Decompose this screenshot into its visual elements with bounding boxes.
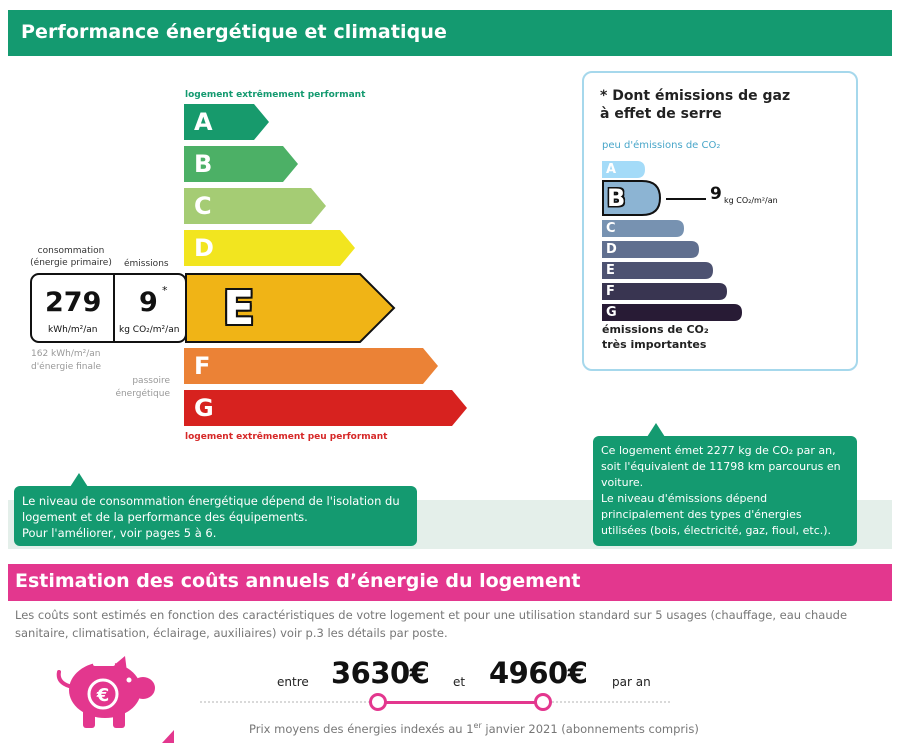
ges-class-g <box>602 304 742 321</box>
cost-word-per-year: par an <box>612 675 651 689</box>
tooltip-pointer-right <box>647 423 665 437</box>
ges-current-letter: B <box>607 184 626 212</box>
energy-class-letter: F <box>194 352 211 380</box>
ges-class-letter: G <box>606 305 617 320</box>
consumption-label: consommation (énergie primaire) <box>30 246 112 268</box>
ges-class-a <box>602 161 645 178</box>
energy-class-c <box>184 188 326 224</box>
section-title: Performance énergétique et climatique <box>21 21 447 43</box>
ges-class-f <box>602 283 727 300</box>
cost-price-note: Prix moyens des énergies indexés au 1er janvier 2021 (abonnements compris) <box>249 721 699 736</box>
cost-word-between: entre <box>277 675 309 689</box>
energy-class-d <box>184 230 355 266</box>
ges-caption-top: peu d'émissions de CO₂ <box>602 140 721 151</box>
current-energy-class <box>30 273 395 343</box>
energy-class-letter: D <box>194 234 214 262</box>
energy-class-letter: G <box>194 394 214 422</box>
scale-caption-bottom: logement extrêmement peu performant <box>185 432 388 442</box>
final-energy-note: 162 kWh/m²/an d'énergie finale <box>31 349 102 372</box>
energy-class-a <box>184 104 269 140</box>
cost-max-value: 4960€ <box>489 656 588 690</box>
energy-class-letter: B <box>194 150 213 178</box>
cost-min-marker <box>369 693 387 711</box>
consumption-unit: kWh/m²/an <box>48 325 98 335</box>
energy-class-g <box>184 390 467 426</box>
ges-unit: kg CO₂/m²/an <box>724 196 778 205</box>
energy-class-b <box>184 146 298 182</box>
ges-current-class <box>602 180 662 216</box>
energy-class-letter: C <box>194 192 212 220</box>
cost-max-marker <box>534 693 552 711</box>
costs-title: Estimation des coûts annuels d’énergie du logement <box>15 570 581 592</box>
ges-class-c <box>602 220 684 237</box>
emissions-unit: kg CO₂/m²/an <box>119 325 180 335</box>
energy-class-letter: A <box>194 108 213 136</box>
section-header-performance <box>8 10 892 56</box>
energy-class-f <box>184 348 438 384</box>
ges-title: * Dont émissions de gaz à effet de serre <box>600 88 791 122</box>
pink-corner-marker <box>162 730 174 743</box>
cost-word-and: et <box>453 675 466 689</box>
tooltip-pointer-left <box>70 473 88 487</box>
piggy-bank-icon <box>55 656 159 734</box>
consumption-value: 279 <box>45 287 102 318</box>
ges-class-letter: C <box>606 221 616 236</box>
section-header-costs <box>8 564 892 601</box>
ges-class-letter: D <box>606 242 617 257</box>
ges-panel <box>582 71 858 371</box>
emissions-star: * <box>162 284 168 297</box>
tooltip-emissions: Ce logement émet 2277 kg de CO₂ par an, soit l'équivalent de 11798 km parcourus en voiture. Le niveau d'émissions dépend principalement des types d'énergies utilisées (bois, électricité, gaz, fioul, etc.). <box>593 436 857 546</box>
cost-min-value: 3630€ <box>331 656 430 690</box>
costs-intro: Les coûts sont estimés en fonction des caractéristiques de votre logement et pour une utilisation standard sur 5 usages (chauffage, eau chaude sanitaire, climatisation, éclairage, auxiliaires) voir p.3 les détails par poste. <box>15 608 848 640</box>
emissions-value: 9 <box>139 287 158 318</box>
emissions-label: émissions <box>124 259 169 269</box>
ges-pointer-line <box>666 198 706 200</box>
current-class-letter: E <box>223 281 255 335</box>
ges-class-letter: F <box>606 284 615 299</box>
ges-class-letter: A <box>606 162 617 177</box>
scale-caption-top: logement extrêmement performant <box>185 90 366 100</box>
tooltip-energy-consumption: Le niveau de consommation énergétique dépend de l'isolation du logement et de la performance des équipements. Pour l'améliorer, voir pages 5 à 6. <box>14 486 417 546</box>
ges-class-letter: E <box>606 263 615 278</box>
ges-class-d <box>602 241 699 258</box>
ges-class-e <box>602 262 713 279</box>
svg-text:€: € <box>96 685 110 706</box>
ges-caption-bottom: émissions de CO₂ très importantes <box>602 323 709 351</box>
ges-value: 9 <box>710 184 722 204</box>
cost-range-segment <box>378 701 543 704</box>
passoire-label: passoire énergétique <box>115 376 170 399</box>
